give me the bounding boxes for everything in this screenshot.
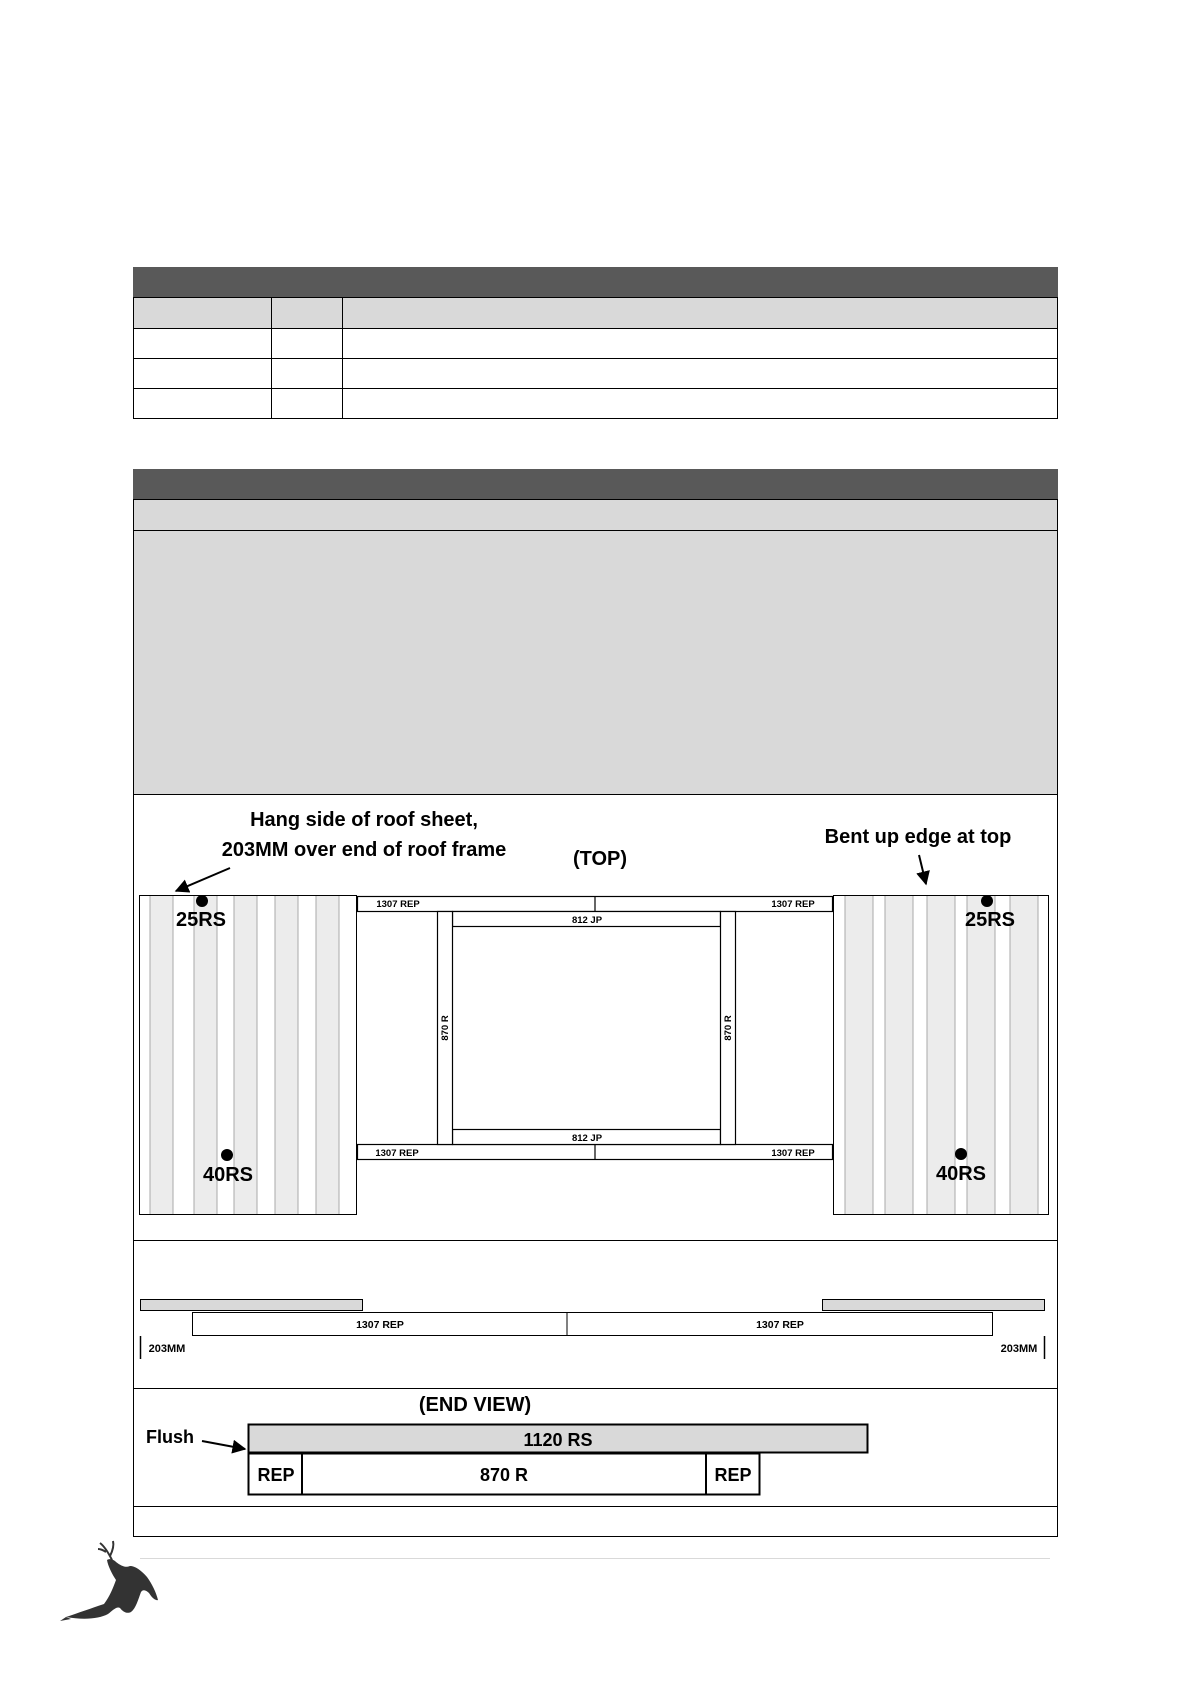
frame-label-top-rail-right: 1307 REP [771, 899, 815, 910]
right-sheet-label-top: 25RS [964, 909, 1016, 931]
right-roof-sheet [834, 895, 1049, 1215]
side-view-right-overhang: 203MM [1000, 1343, 1038, 1355]
frame-label-right-post: 870 R [723, 1015, 734, 1041]
left-callout-line2: 203MM over end of roof frame [221, 839, 507, 861]
side-view-left-sheet [141, 1300, 363, 1311]
fixing-point-marker [981, 895, 993, 907]
frame-label-bottom-rail-left: 1307 REP [375, 1148, 419, 1159]
flush-label: Flush [146, 1427, 194, 1447]
frame-label-left-post: 870 R [440, 1015, 451, 1041]
frame-label-inner-bottom: 812 JP [571, 1133, 603, 1144]
left-callout-arrow [176, 868, 230, 891]
side-view-right-rail-label: 1307 REP [756, 1319, 804, 1331]
roof-frame [358, 896, 833, 1160]
side-view-left-overhang: 203MM [148, 1343, 186, 1355]
right-callout: Bent up edge at top [824, 826, 1012, 848]
left-sheet-label-bottom: 40RS [202, 1164, 254, 1186]
side-view-rail [193, 1313, 993, 1336]
end-view-caption: (END VIEW) [418, 1394, 532, 1416]
left-roof-sheet [140, 895, 357, 1215]
end-view-right-block: REP [714, 1465, 752, 1485]
right-sheet-label-bottom: 40RS [935, 1163, 987, 1185]
flush-arrow [202, 1441, 245, 1449]
frame-label-inner-top: 812 JP [571, 915, 603, 926]
side-view-right-sheet [823, 1300, 1045, 1311]
end-view-sheet-label: 1120 RS [523, 1430, 593, 1450]
side-view-left-rail-label: 1307 REP [356, 1319, 404, 1331]
end-view-left-block: REP [257, 1465, 295, 1485]
fixing-point-marker [955, 1148, 967, 1160]
fixing-point-marker [221, 1149, 233, 1161]
end-view-center-block: 870 R [479, 1465, 529, 1485]
side-view [141, 1300, 1045, 1360]
left-callout-line1: Hang side of roof sheet, [250, 809, 478, 831]
top-view-caption: (TOP) [572, 848, 628, 870]
right-callout-arrow [919, 855, 926, 884]
left-sheet-label-top: 25RS [175, 909, 227, 931]
fixing-point-marker [196, 895, 208, 907]
end-view [146, 1394, 868, 1495]
frame-label-bottom-rail-right: 1307 REP [771, 1148, 815, 1159]
leaping-deer-logo-icon [60, 1541, 158, 1621]
frame-label-top-rail-left: 1307 REP [376, 899, 420, 910]
